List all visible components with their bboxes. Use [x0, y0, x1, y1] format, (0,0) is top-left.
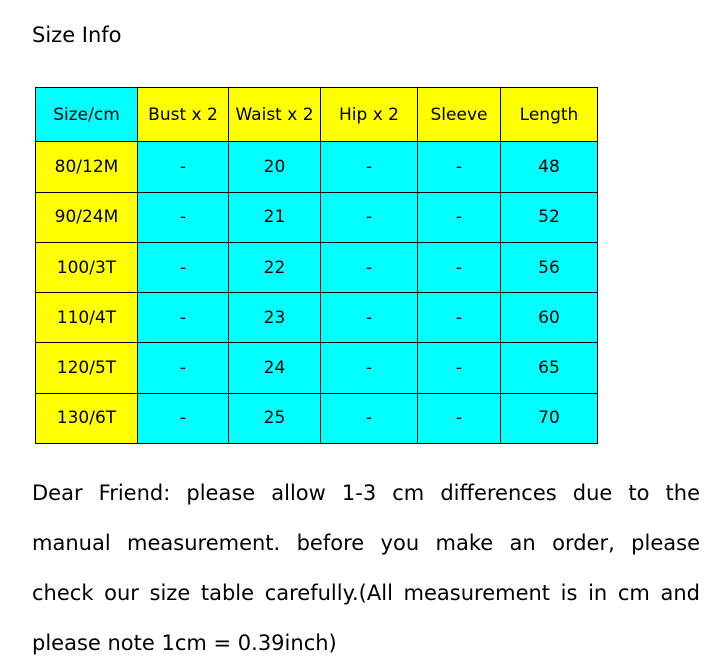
bust-cell: -: [138, 343, 229, 393]
table-row: [36, 192, 598, 242]
bust-cell: -: [138, 242, 229, 292]
hip-cell: -: [321, 343, 418, 393]
table-row: [36, 293, 598, 343]
length-cell: 65: [501, 343, 598, 393]
hip-cell: -: [321, 293, 418, 343]
sleeve-cell: -: [418, 393, 501, 443]
bust-cell: -: [138, 192, 229, 242]
length-cell: 60: [501, 293, 598, 343]
bust-cell: -: [138, 293, 229, 343]
header-length: Length: [501, 88, 598, 142]
hip-cell: -: [321, 192, 418, 242]
hip-cell: -: [321, 142, 418, 192]
table-row: [36, 242, 598, 292]
waist-cell: 21: [229, 192, 321, 242]
bust-cell: -: [138, 142, 229, 192]
waist-cell: 22: [229, 242, 321, 292]
size-cell: 90/24M: [36, 192, 138, 242]
waist-cell: 20: [229, 142, 321, 192]
length-cell: 56: [501, 242, 598, 292]
size-cell: 100/3T: [36, 242, 138, 292]
sleeve-cell: -: [418, 192, 501, 242]
table-row: [36, 343, 598, 393]
table-row: [36, 393, 598, 443]
sleeve-cell: -: [418, 343, 501, 393]
bust-cell: -: [138, 393, 229, 443]
measurement-note: Dear Friend: please allow 1-3 cm differences due to the manual measurement. before you make an order, please check our size table carefully.(All measurement is in cm and please note 1cm = 0.39inch): [32, 481, 700, 655]
table-row: [36, 142, 598, 192]
sleeve-cell: -: [418, 293, 501, 343]
length-cell: 52: [501, 192, 598, 242]
size-table: [35, 87, 598, 444]
waist-cell: 23: [229, 293, 321, 343]
header-waist: Waist x 2: [229, 88, 321, 142]
header-sleeve: Sleeve: [418, 88, 501, 142]
page-title: Size Info: [32, 23, 122, 47]
hip-cell: -: [321, 393, 418, 443]
sleeve-cell: -: [418, 142, 501, 192]
waist-cell: 25: [229, 393, 321, 443]
table-header-row: [36, 88, 598, 142]
waist-cell: 24: [229, 343, 321, 393]
size-cell: 130/6T: [36, 393, 138, 443]
length-cell: 48: [501, 142, 598, 192]
length-cell: 70: [501, 393, 598, 443]
sleeve-cell: -: [418, 242, 501, 292]
size-cell: 120/5T: [36, 343, 138, 393]
header-bust: Bust x 2: [138, 88, 229, 142]
header-size: Size/cm: [36, 88, 138, 142]
size-cell: 80/12M: [36, 142, 138, 192]
size-cell: 110/4T: [36, 293, 138, 343]
header-hip: Hip x 2: [321, 88, 418, 142]
hip-cell: -: [321, 242, 418, 292]
